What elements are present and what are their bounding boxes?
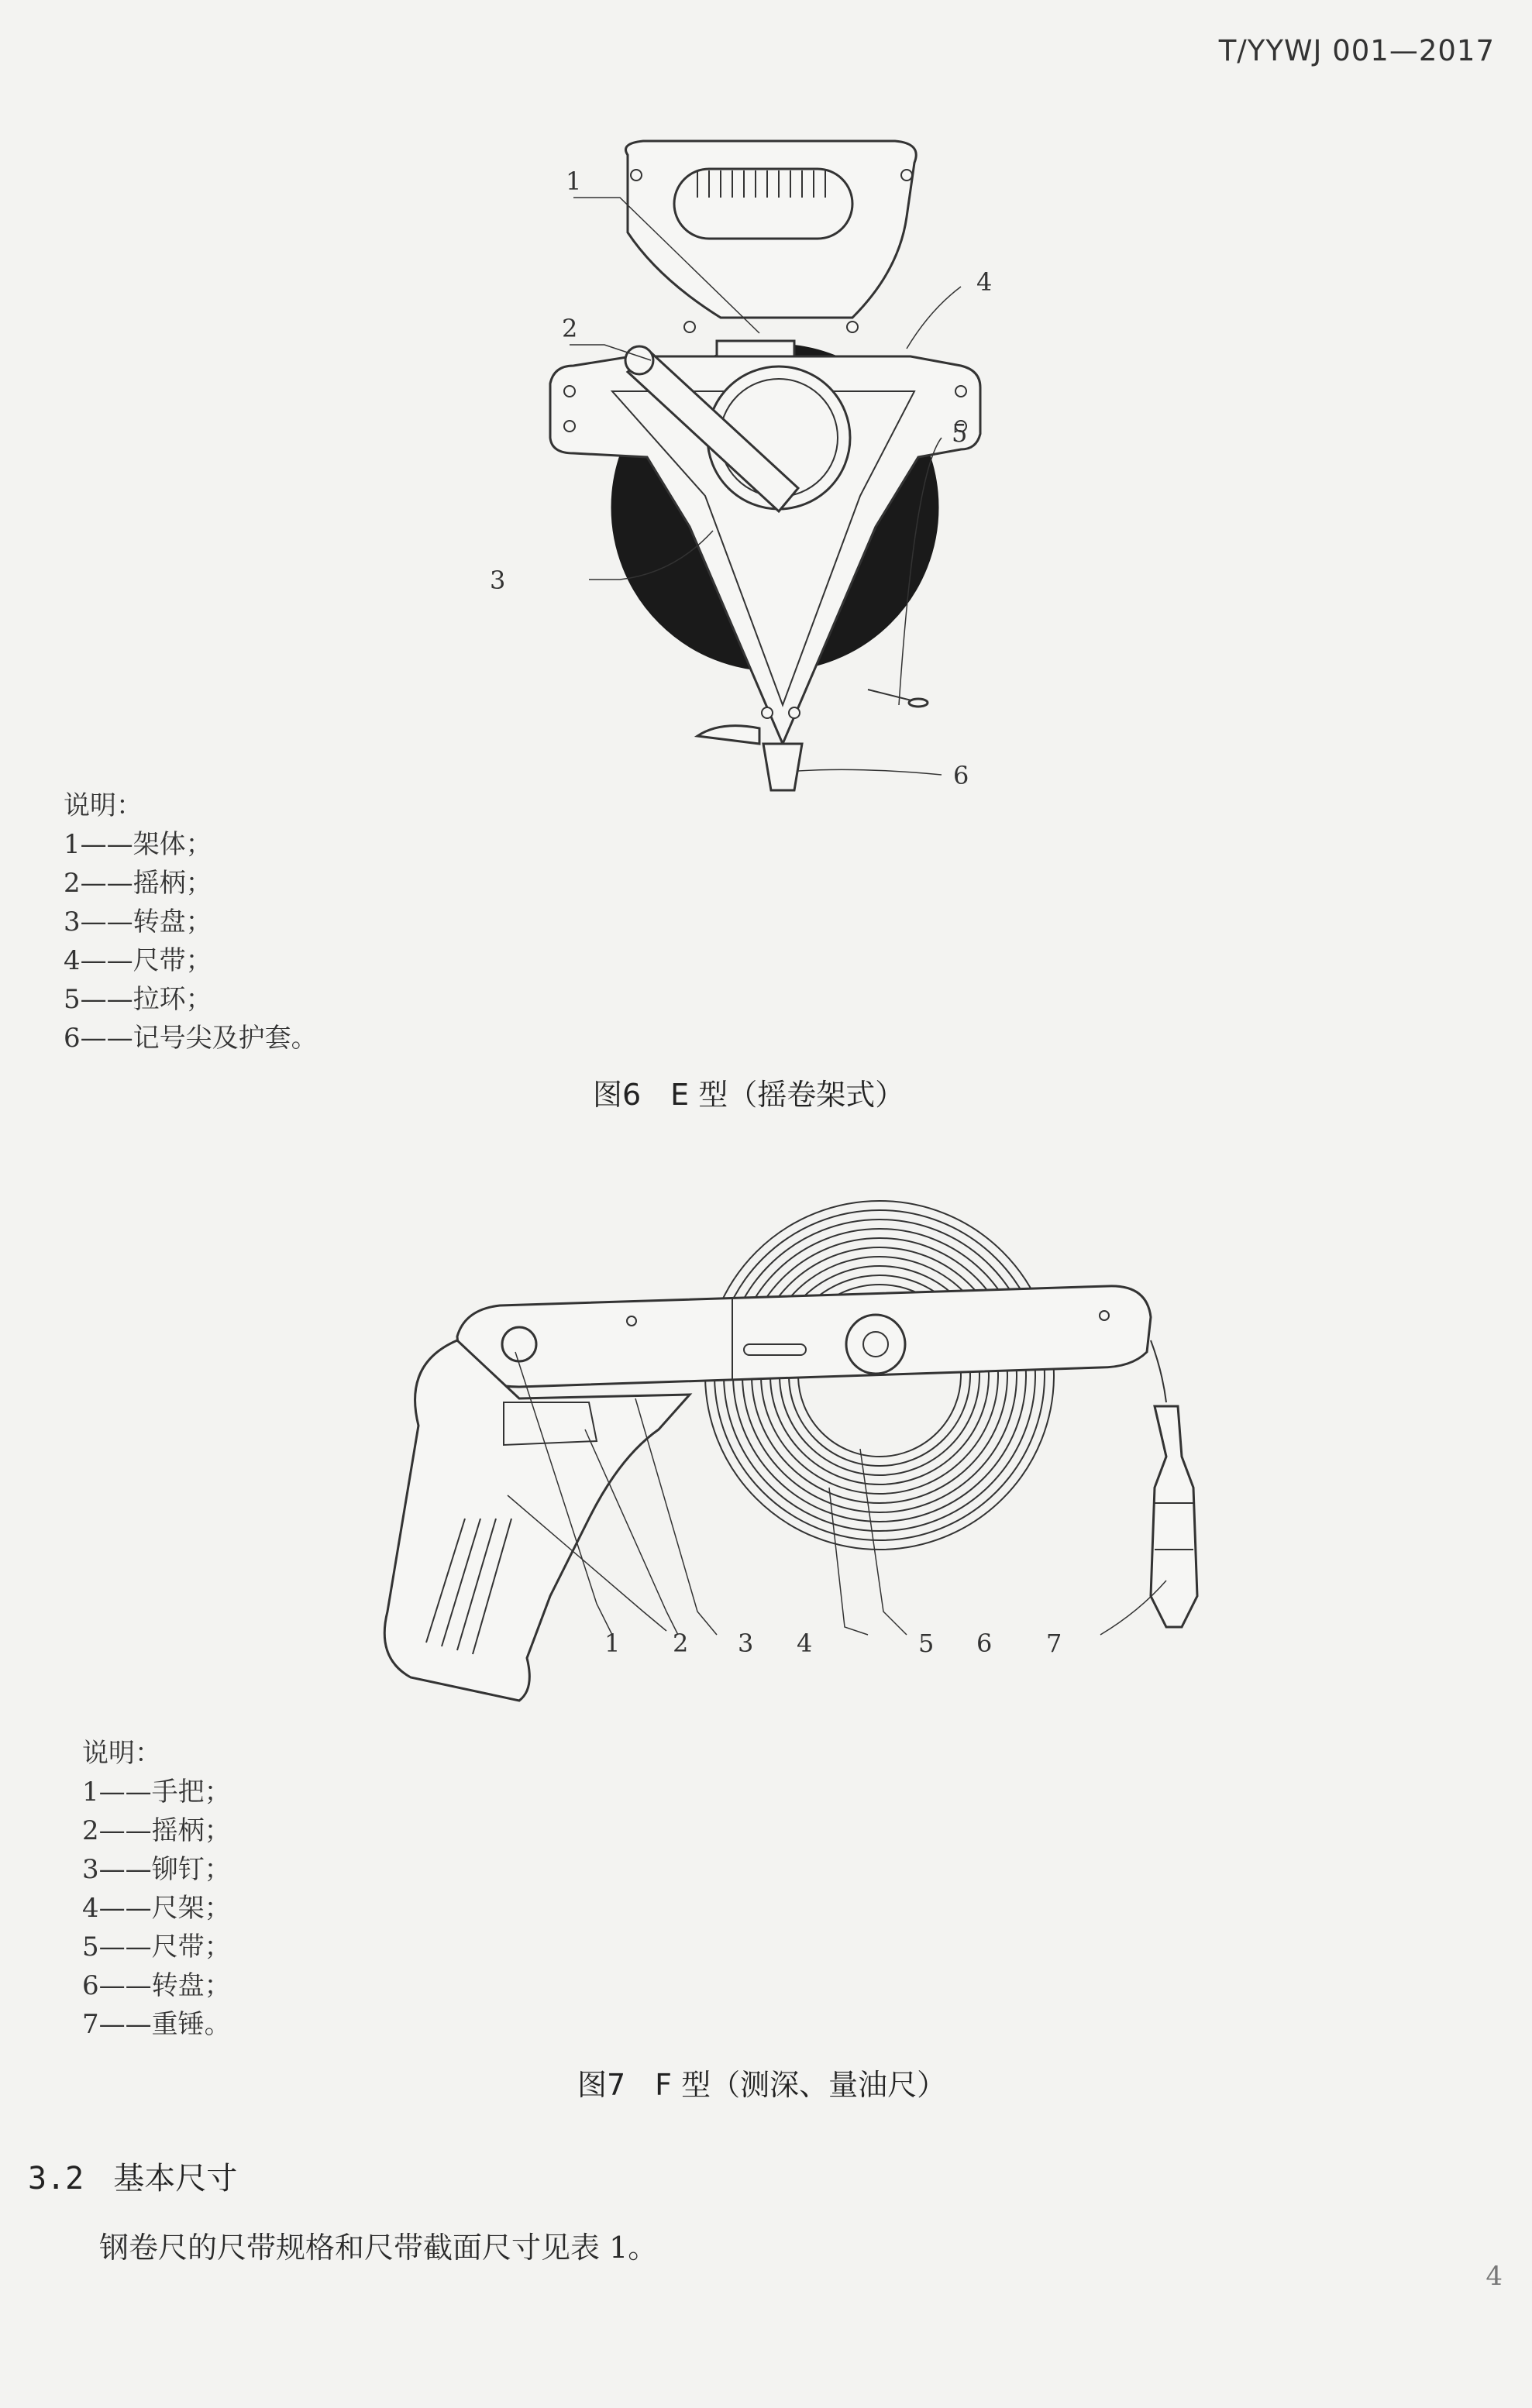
page-number: 4 [1486,2261,1503,2292]
callout-5: 5 [952,418,968,448]
figure-7-drawing [364,1193,1263,1743]
callout-labels [604,1629,1062,1658]
legend-item: 5——尺带； [82,1932,231,1963]
callout-4: 4 [976,267,993,297]
legend-title: 说明： [82,1738,161,1769]
section-heading [28,2154,237,2198]
legend-item: 2——摇柄； [64,868,212,899]
figure-6-caption: 图6 E 型（摇卷架式） [593,1078,905,1112]
callout-4: 4 [797,1629,813,1658]
callout-3: 3 [738,1629,754,1658]
turntable-hub [846,1315,905,1374]
callout-5: 5 [918,1629,935,1658]
body-paragraph: 钢卷尺的尺带规格和尺带截面尺寸见表 1。 [99,2231,658,2265]
callout-2: 2 [673,1629,689,1658]
legend-item: 2——摇柄； [82,1815,231,1846]
plumb-bob [1151,1406,1197,1627]
legend-title: 说明： [64,790,143,821]
legend-item: 7——重锤。 [82,2009,231,2040]
legend-item: 4——尺架； [82,1893,231,1924]
legend-item: 5——拉环； [64,984,212,1015]
frame-bar [457,1286,1151,1387]
legend-item: 6——记号尖及护套。 [64,1023,318,1054]
callout-6: 6 [953,761,969,790]
legend-item: 3——转盘； [64,906,212,937]
callout-1: 1 [566,167,582,196]
callout-7: 7 [1046,1629,1062,1658]
figure-6-drawing [465,124,1054,806]
legend-item: 3——铆钉； [82,1854,231,1885]
figure-6-legend [64,786,318,1058]
section-number: 3.2 [28,2161,84,2196]
document-id: T/YYWJ 001—2017 [1218,34,1495,67]
callout-6: 6 [976,1629,993,1658]
legend-item: 4——尺带； [64,945,212,976]
marker-tip [763,744,802,790]
legend-item: 6——转盘； [82,1970,231,2001]
callout-3: 3 [490,566,506,595]
legend-item: 1——架体； [64,829,212,860]
figure-7-caption: 图7 F 型（测深、量油尺） [577,2068,947,2102]
section-title: 基本尺寸 [113,2161,238,2196]
figure-7-legend [82,1734,231,2044]
callout-2: 2 [562,314,578,343]
legend-item: 1——手把； [82,1777,231,1808]
callout-1: 1 [604,1629,621,1658]
